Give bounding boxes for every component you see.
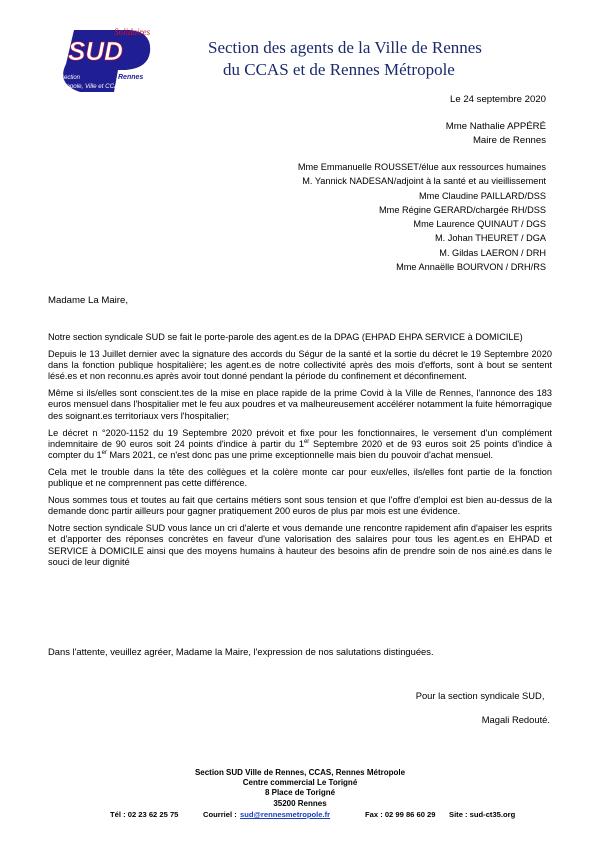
cc-item: M. Yannick NADESAN/adjoint à la santé et au vieillissement: [302, 176, 546, 187]
letter-body: [48, 332, 552, 574]
footer-email-label: Courriel :: [203, 810, 237, 819]
signature-name: Magali Redouté.: [481, 714, 550, 725]
cc-item: Mme Régine GERARD/chargée RH/DSS: [379, 204, 546, 215]
cc-list: [298, 160, 546, 274]
paragraph: Même si ils/elles sont conscient.tes de la mise en place rapide de la prime Covid à la Ville de Rennes, l'annonce des 183 euros mensuel dans l'hospitalier met le feu aux poudres et va malheureusement accélérer notamment la fuite hémorragique des soignant.es territoriaux vers l'hospitalier;: [48, 388, 552, 421]
footer-email-link[interactable]: sud@rennesmetropole.fr: [240, 810, 331, 819]
paragraph-text: Le décret n °2020-1152 du 19 Septembre 2020 prévoit et fixe pour les fonctionnaires, le versement d'un complément indemnitaire de 90 euros soit 24 points d'indice à partir du 1: [48, 427, 552, 449]
paragraph: Nous sommes tous et toutes au fait que certains métiers sont sous tension et que l'offre d'emploi est bien au-dessus de la demande donc partir ailleurs pour gagner pratiquement 200 euros de plus par mois est une évidence.: [48, 495, 552, 517]
footer-line: 8 Place de Torigné: [264, 788, 336, 798]
letter-date: Le 24 septembre 2020: [449, 94, 546, 105]
cc-item: M. Johan THEURET / DGA: [435, 233, 546, 244]
signature-block: [416, 690, 550, 725]
footer-fax: Fax : 02 99 86 60 29: [365, 810, 436, 819]
footer-line: Centre commercial Le Torigné: [242, 778, 358, 788]
recipient-role: Maire de Rennes: [472, 135, 546, 146]
paragraph-text: Mars 2021, ce n'est donc pas une prime exceptionnelle mais bien du pouvoir d'achat mensuel.: [106, 449, 494, 460]
signature-line: Pour la section syndicale SUD,: [415, 690, 545, 701]
logo-brand: SUD: [68, 36, 123, 66]
header-title-line1: Section des agents de la Ville de Rennes: [208, 38, 482, 57]
paragraph: Notre section syndicale SUD se fait le porte-parole des agent.es de la DPAG (EHPAD EHPA SERVICE à DOMICILE): [48, 332, 523, 342]
logo-line1-right: Rennes: [118, 74, 144, 81]
header-title-line2: du CCAS et de Rennes Métropole: [223, 60, 455, 79]
logo-line1-left: Section: [60, 75, 81, 81]
sud-logo: [52, 24, 158, 96]
paragraph-decree: [48, 428, 552, 461]
cc-item: Mme Emmanuelle ROUSSET/élue aux ressources humaines: [297, 162, 546, 172]
cc-item: Mme Laurence QUINAUT / DGS: [413, 219, 546, 230]
paragraph: Depuis le 13 Juillet dernier avec la signature des accords du Ségur de la santé et la sortie du décret le 19 Septembre 2020 dans la fonction publique hospitalière; les agent.es de notre collectivité après des mois d'efforts, sont à bout se sentent lésé.es et non reconnu.es après avoir tout donné pendant la période du confinement et déconfinement.: [48, 349, 552, 382]
cc-item: Mme Annaëlle BOURVON / DRH/RS: [396, 262, 546, 273]
cc-item: M. Gildas LAERON / DRH: [439, 247, 546, 258]
superscript: er: [303, 438, 310, 445]
footer-site: Site : sud-ct35.org: [449, 810, 516, 819]
closing-formula: Dans l'attente, veuillez agréer, Madame la Maire, l'expression de nos salutations distinguées.: [48, 646, 434, 657]
footer-address: [0, 768, 600, 809]
footer-phone: Tél : 02 23 62 25 75: [110, 810, 179, 819]
superscript: er: [101, 449, 107, 456]
salutation: Madame La Maire,: [48, 295, 128, 306]
paragraph: Cela met le trouble dans la tête des collègues et la colère monte car pour eux/elles, ils/elles font partie de la fonction publique et ne comprennent pas cette différence.: [48, 466, 552, 489]
footer-line: 35200 Rennes: [273, 798, 327, 808]
logo-line2: Métropole, Ville et CCAS: [54, 83, 123, 90]
footer-line: Section SUD Ville de Rennes, CCAS, Rennes Métropole: [194, 768, 406, 777]
paragraph: Notre section syndicale SUD vous lance un cri d'alerte et vous demande une rencontre rapidement afin d'apaiser les esprits et d'apporter des réponses concrètes en faveur d'une valorisation des salaires pour tous les agent.es en EHPAD et SERVICE à DOMICILE ainsi que des moyens humains à hauteur des besoins afin de prendre soin de nos ainé.es dans le souci de leur dignité: [48, 523, 552, 567]
cc-item: Mme Claudine PAILLARD/DSS: [419, 190, 546, 201]
logo-tag: Solidaires: [114, 27, 151, 37]
paragraph-text: Septembre 2020 et de 93 euros soit 25 points d'indice à compter du 1: [48, 438, 552, 460]
recipient-name: Mme Nathalie APPÉRÉ: [445, 121, 546, 132]
recipient-block: [446, 120, 546, 148]
